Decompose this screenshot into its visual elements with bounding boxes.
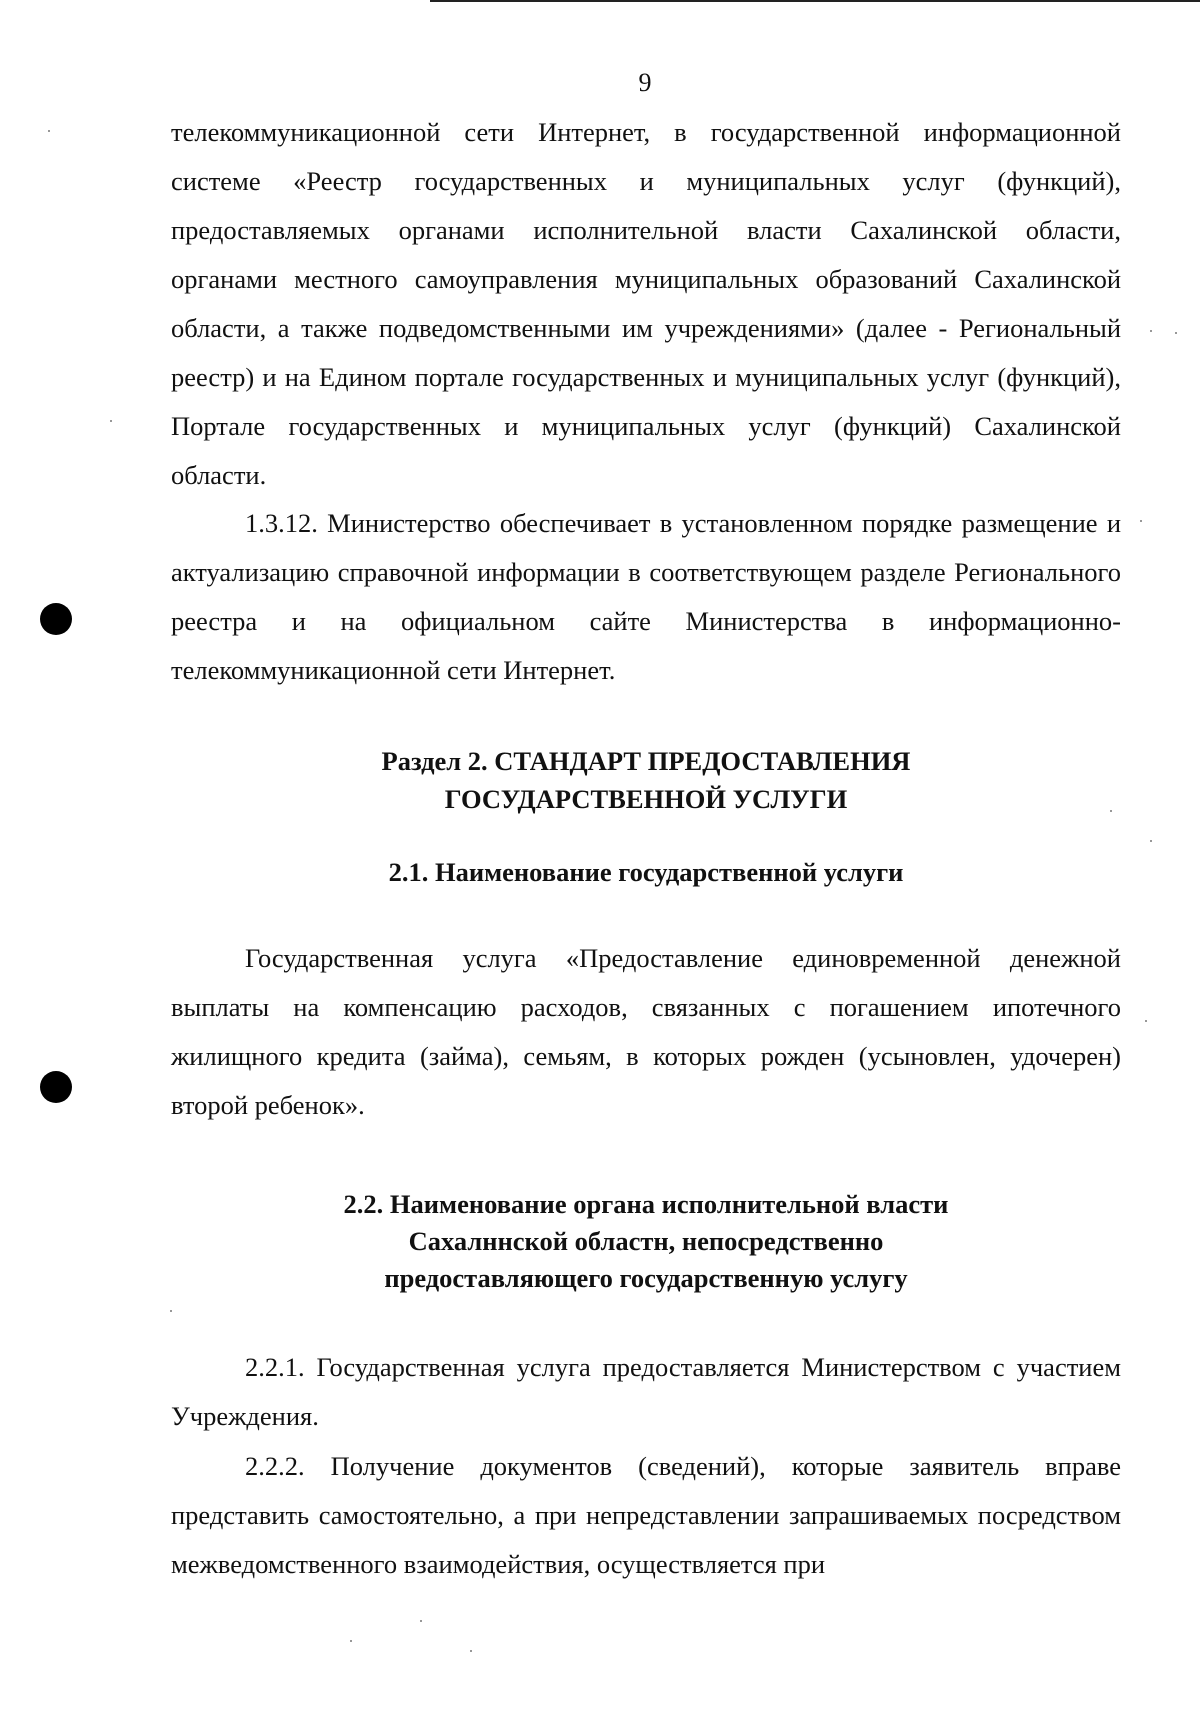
scan-speck bbox=[1140, 520, 1142, 522]
paragraph-2-2-2: 2.2.2. Получение документов (сведений), которые заявитель вправе представить самостоятельно, а при непредставлении запрашиваемых посредством межведомственного взаимодействия, осуществляется при bbox=[171, 1451, 1121, 1579]
subsection-2-2-line-3: предоставляющего государственную услугу bbox=[384, 1263, 908, 1293]
scan-speck bbox=[1145, 1020, 1147, 1022]
paragraph-service-name: Государственная услуга «Предоставление единовременной денежной выплаты на компенсацию расходов, связанных с погашением ипотечного жилищного кредита (займа), семьям, в которых рожден (усыновлен, удочерен) второй ребенок». bbox=[171, 943, 1121, 1120]
scan-speck bbox=[110, 420, 112, 422]
scan-speck bbox=[470, 1650, 472, 1652]
paragraph-2-2-1: 2.2.1. Государственная услуга предоставляется Министерством с участием Учреждения. bbox=[171, 1352, 1121, 1431]
page-number: 9 bbox=[638, 68, 652, 97]
scan-speck bbox=[1150, 330, 1152, 332]
section-2-heading bbox=[171, 742, 1121, 818]
subsection-2-2-heading bbox=[171, 1186, 1121, 1297]
paragraph-1-3-12: 1.3.12. Министерство обеспечивает в установленном порядке размещение и актуализацию справочной информации в соответствующем разделе Регионального реестра и на официальном сайте Министерства в информационно-телекоммуникационной сети Интернет. bbox=[171, 508, 1121, 685]
subsection-2-2-line-2: Сахалннской областн, непосредственно bbox=[408, 1226, 884, 1256]
section-heading-line-2: ГОСУДАРСТВЕННОЙ УСЛУГИ bbox=[444, 784, 848, 814]
scan-speck bbox=[1175, 332, 1177, 334]
punch-hole bbox=[40, 603, 72, 635]
subsection-2-2-line-1: 2.2. Наименование органа исполнительной власти bbox=[343, 1189, 949, 1219]
scan-speck bbox=[48, 130, 50, 132]
top-border-line bbox=[430, 0, 1200, 2]
scan-speck bbox=[350, 1640, 352, 1642]
scan-speck bbox=[1150, 840, 1152, 842]
scan-speck bbox=[1110, 810, 1112, 812]
punch-hole bbox=[40, 1071, 72, 1103]
section-heading-line-1: Раздел 2. СТАНДАРТ ПРЕДОСТАВЛЕНИЯ bbox=[381, 746, 911, 776]
paragraph-continuation: телекоммуникационной сети Интернет, в государственной информационной системе «Реестр государственных и муниципальных услуг (функций), предоставляемых органами исполнительной власти Сахалинской области, органами местного самоуправления муниципальных образований Сахалинской области, а также подведомственными им учреждениями» (далее - Региональный реестр) и на Едином портале государственных и муниципальных услуг (функций), Портале государственных и муниципальных услуг (функций) Сахалинской области. bbox=[171, 117, 1121, 490]
scan-speck bbox=[420, 1620, 422, 1622]
scan-speck bbox=[170, 1310, 172, 1312]
subsection-2-1-heading: 2.1. Наименование государственной услуги bbox=[388, 857, 904, 887]
